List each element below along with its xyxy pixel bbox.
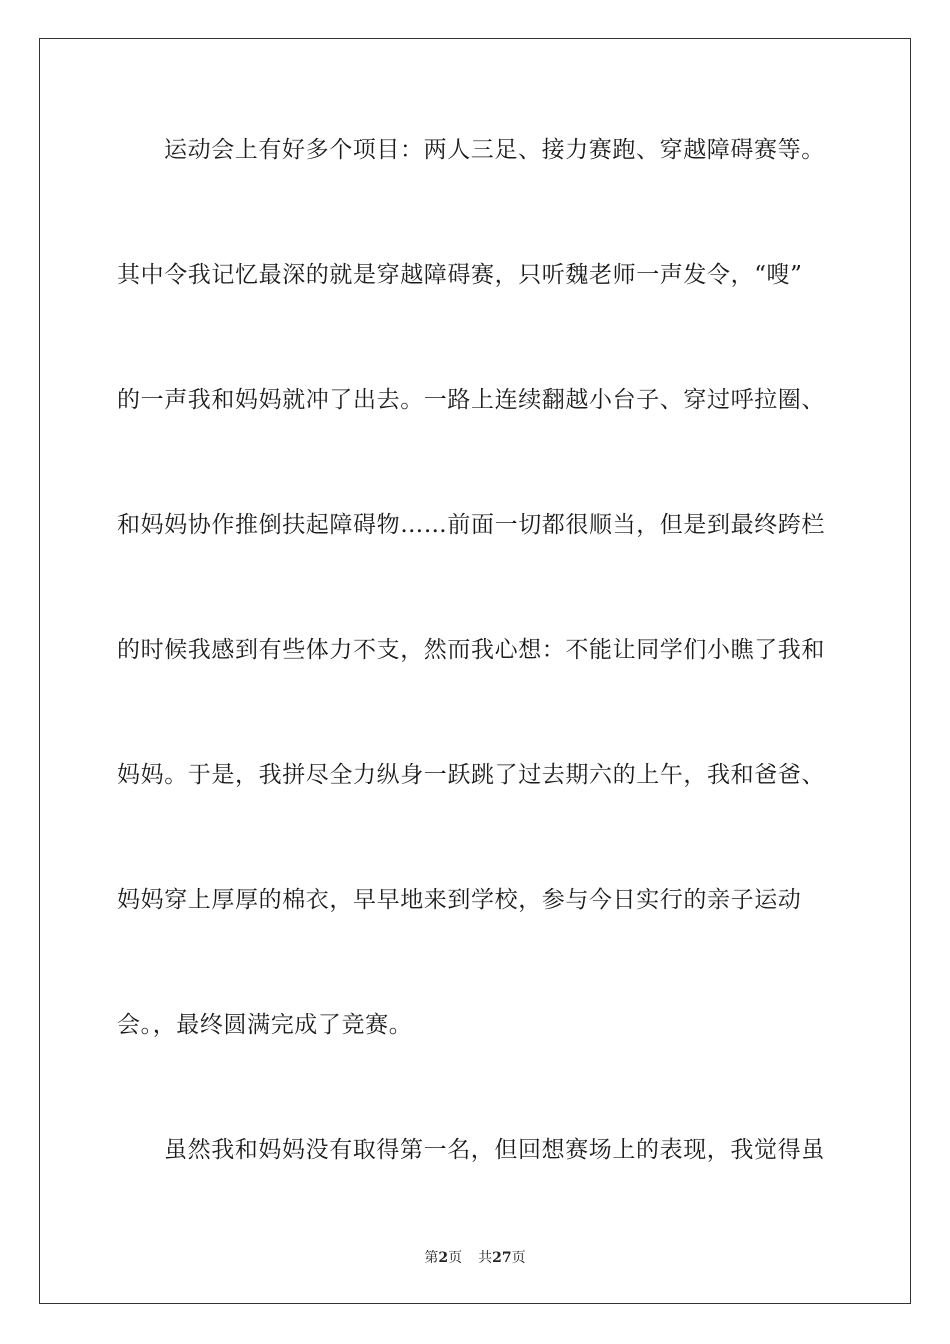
page-border bbox=[39, 38, 911, 1304]
total-pages: 27 bbox=[492, 1250, 512, 1266]
total-prefix: 共 bbox=[478, 1250, 493, 1266]
paragraph-line-2: 其中令我记忆最深的就是穿越障碍赛，只听魏老师一声发令，“嗖” bbox=[117, 262, 803, 288]
page-suffix: 页 bbox=[448, 1250, 463, 1266]
page-footer bbox=[0, 1247, 950, 1267]
paragraph-line-5: 的时候我感到有些体力不支，然而我心想：不能让同学们小瞧了我和 bbox=[117, 637, 825, 663]
paragraph-line-4: 和妈妈协作推倒扶起障碍物……前面一切都很顺当，但是到最终跨栏 bbox=[117, 512, 825, 538]
total-suffix: 页 bbox=[511, 1250, 526, 1266]
page-prefix: 第 bbox=[424, 1250, 439, 1266]
paragraph-line-8: 会。，最终圆满完成了竞赛。 bbox=[117, 1012, 413, 1038]
paragraph-line-6: 妈妈。于是，我拼尽全力纵身一跃跳了过去期六的上午，我和爸爸、 bbox=[117, 762, 825, 788]
paragraph-line-1: 运动会上有好多个项目：两人三足、接力赛跑、穿越障碍赛等。 bbox=[164, 137, 825, 163]
paragraph-line-9: 虽然我和妈妈没有取得第一名，但回想赛场上的表现，我觉得虽 bbox=[164, 1137, 825, 1163]
paragraph-line-3: 的一声我和妈妈就冲了出去。一路上连续翻越小台子、穿过呼拉圈、 bbox=[117, 387, 825, 413]
page-number: 2 bbox=[438, 1250, 449, 1266]
paragraph-line-7: 妈妈穿上厚厚的棉衣，早早地来到学校，参与今日实行的亲子运动 bbox=[117, 887, 802, 913]
